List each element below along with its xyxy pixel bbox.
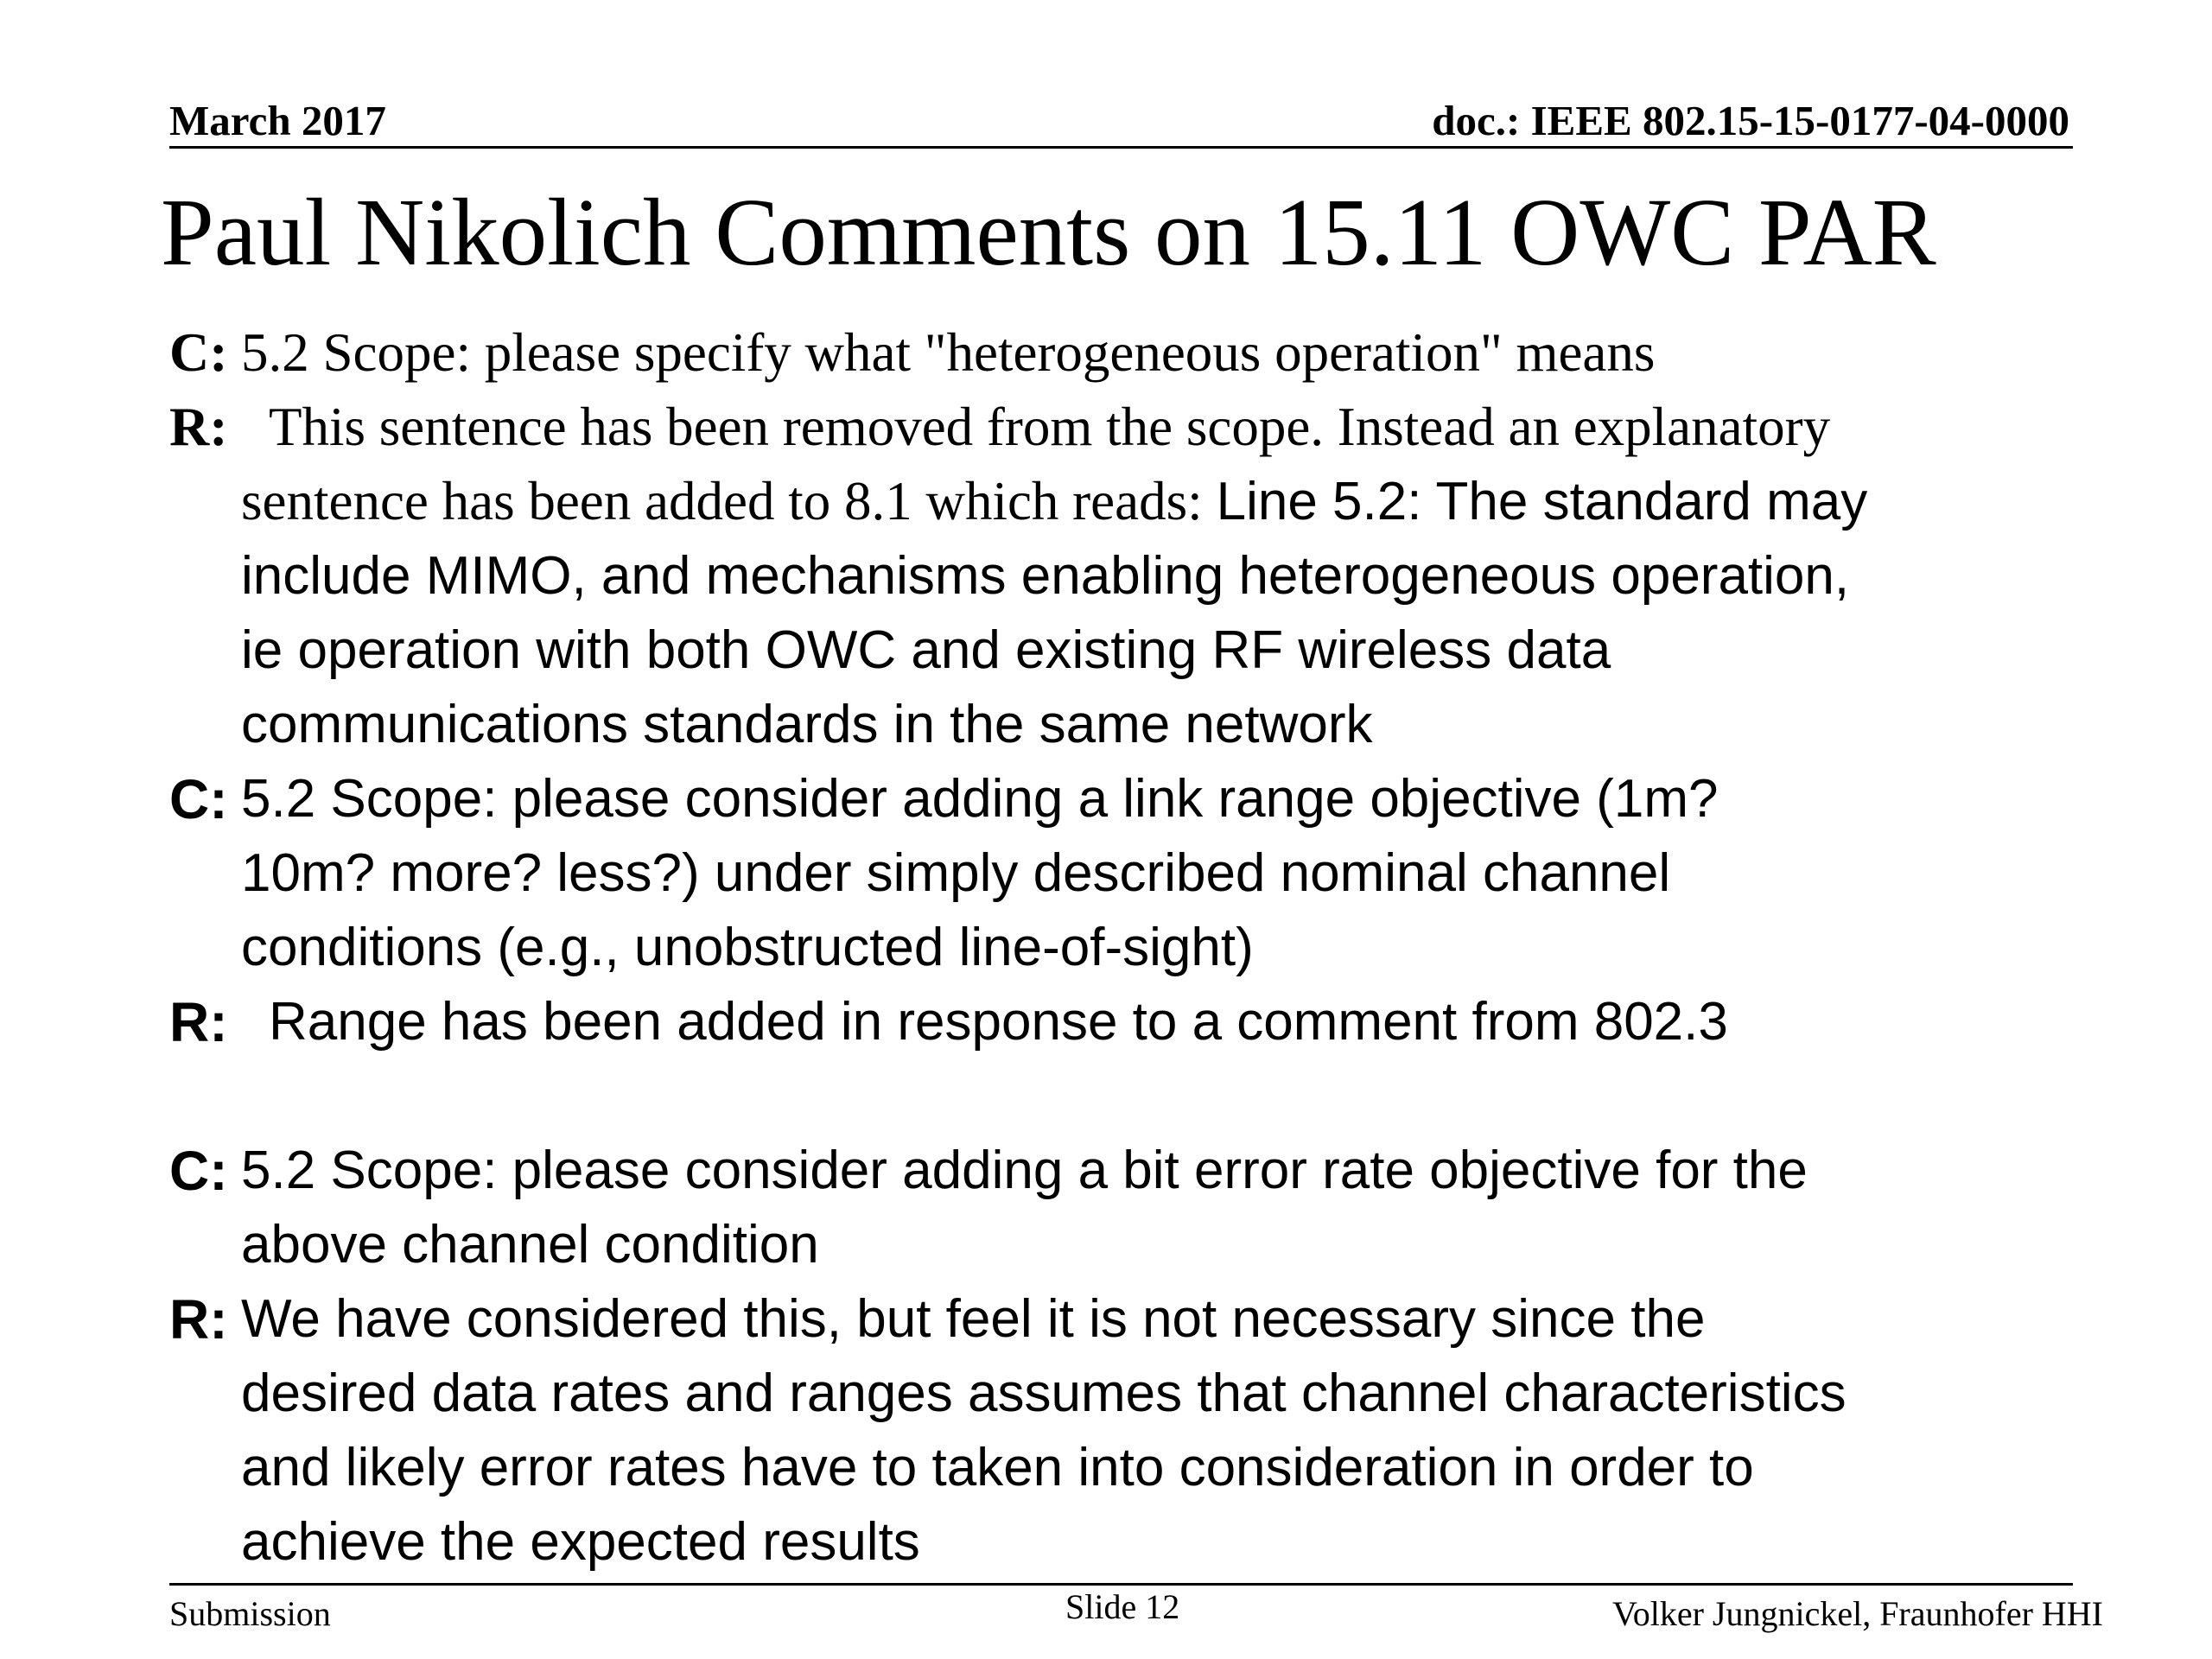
response-label: R: bbox=[169, 396, 228, 457]
response-text-line: achieve the expected results bbox=[241, 1512, 920, 1572]
header-doc-id: doc.: IEEE 802.15-15-0177-04-0000 bbox=[1432, 97, 2069, 144]
response-label: R: bbox=[169, 991, 228, 1053]
response-item bbox=[169, 390, 2148, 762]
footer-slide-number: Slide 12 bbox=[1065, 1587, 1180, 1626]
spacer bbox=[169, 1059, 2148, 1134]
response-text-line: desired data rates and ranges assumes that channel characteristics bbox=[241, 1363, 1847, 1423]
response-quote-line: include MIMO, and mechanisms enabling heterogeneous operation, bbox=[241, 546, 1850, 606]
response-text-line: and likely error rates have to taken into consideration in order to bbox=[241, 1438, 1754, 1497]
comment-label: C: bbox=[169, 768, 228, 830]
comment-label: C: bbox=[169, 1140, 228, 1202]
response-quote-line: communications standards in the same network bbox=[241, 695, 1373, 754]
footer-author: Volker Jungnickel, Fraunhofer HHI bbox=[1611, 1594, 2103, 1633]
slide-title: Paul Nikolich Comments on 15.11 OWC PAR bbox=[161, 180, 1936, 286]
response-text-line: This sentence has been removed from the scope. Instead an explanatory bbox=[269, 397, 1831, 457]
header-date: March 2017 bbox=[169, 97, 386, 144]
slide-body bbox=[169, 315, 2148, 1580]
response-text-serif: sentence has been added to 8.1 which reads: bbox=[241, 471, 1203, 531]
comment-text-line: 10m? more? less?) under simply described nominal channel bbox=[241, 843, 1671, 903]
comment-text-line: conditions (e.g., unobstructed line-of-sight) bbox=[241, 918, 1254, 977]
header-divider bbox=[169, 146, 2073, 149]
footer-submission: Submission bbox=[169, 1594, 331, 1633]
comment-item bbox=[169, 1134, 2148, 1282]
response-label: R: bbox=[169, 1288, 228, 1351]
response-text-line: Range has been added in response to a comment from 802.3 bbox=[269, 992, 1728, 1052]
comment-text-line: 5.2 Scope: please consider adding a link range objective (1m? bbox=[241, 769, 1719, 829]
response-text-line: We have considered this, but feel it is not necessary since the bbox=[241, 1289, 1706, 1349]
comment-text-line: 5.2 Scope: please specify what "heterogeneous operation" means bbox=[241, 322, 1656, 383]
comment-item bbox=[169, 762, 2148, 985]
comment-text-line: 5.2 Scope: please consider adding a bit error rate objective for the bbox=[241, 1141, 1808, 1200]
comment-item bbox=[169, 315, 2148, 390]
comment-text-line: above channel condition bbox=[241, 1215, 819, 1274]
comment-label: C: bbox=[169, 321, 228, 383]
response-item bbox=[169, 1282, 2148, 1580]
response-text-line bbox=[241, 464, 2148, 539]
response-quote-line: ie operation with both OWC and existing RF wireless data bbox=[241, 620, 1611, 680]
response-quote: Line 5.2: The standard may bbox=[1216, 472, 1868, 531]
response-item bbox=[169, 985, 2148, 1059]
